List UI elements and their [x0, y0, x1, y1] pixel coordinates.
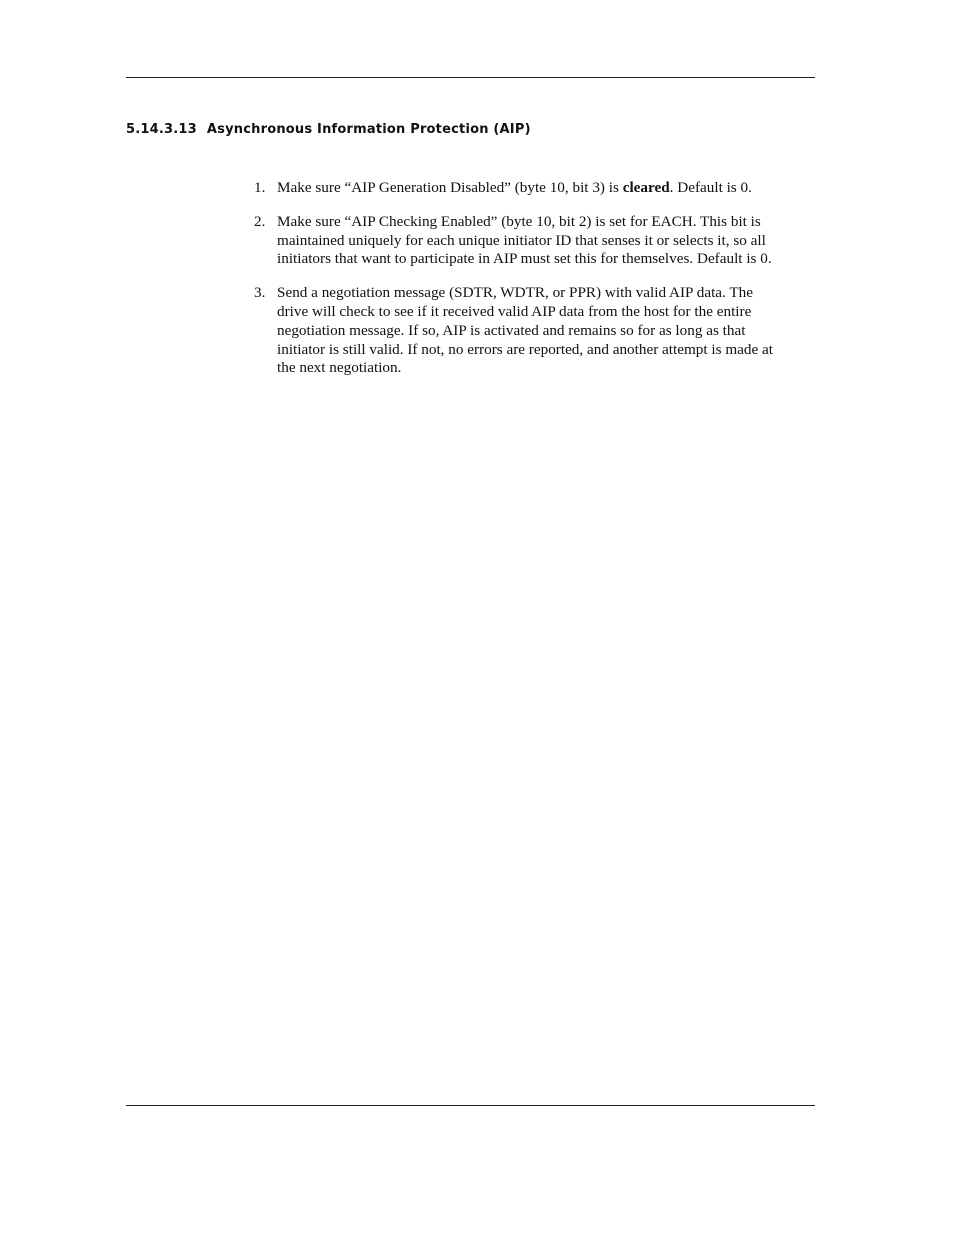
procedure-steps: [254, 179, 784, 393]
section-title: Asynchronous Information Protection (AIP): [206, 122, 531, 137]
step-marker: 3.: [254, 284, 266, 302]
step-text-tail: . Default is 0.: [669, 179, 752, 196]
section-heading: [126, 122, 531, 137]
step-text: Make sure “AIP Checking Enabled” (byte 10, bit 2) is set for EACH. This bit is maintained uniquely for each unique initiator ID that senses it or selects it, so all initiators that want to participate in AIP must set this for themselves. Default is 0.: [277, 212, 772, 268]
footer-rule: [126, 1105, 815, 1106]
step-text: Send a negotiation message (SDTR, WDTR, or PPR) with valid AIP data. The drive will check to see if it received valid AIP data from the host for the entire negotiation message. If so, AIP is activated and remains so for as long as that initiator is still valid. If not, no errors are reported, and another attempt is made at the next negotiation.: [277, 284, 773, 377]
step-text-lead: Make sure “AIP Generation Disabled” (byte 10, bit 3) is: [277, 179, 623, 196]
step-3: [254, 284, 784, 378]
step-2: [254, 213, 784, 269]
header-rule: [126, 77, 815, 78]
step-1: [254, 179, 784, 198]
section-number: 5.14.3.13: [126, 122, 197, 137]
step-marker: 1.: [254, 179, 266, 196]
step-marker: 2.: [254, 212, 266, 230]
step-emphasis: cleared: [622, 179, 670, 196]
step-text: [277, 179, 784, 198]
